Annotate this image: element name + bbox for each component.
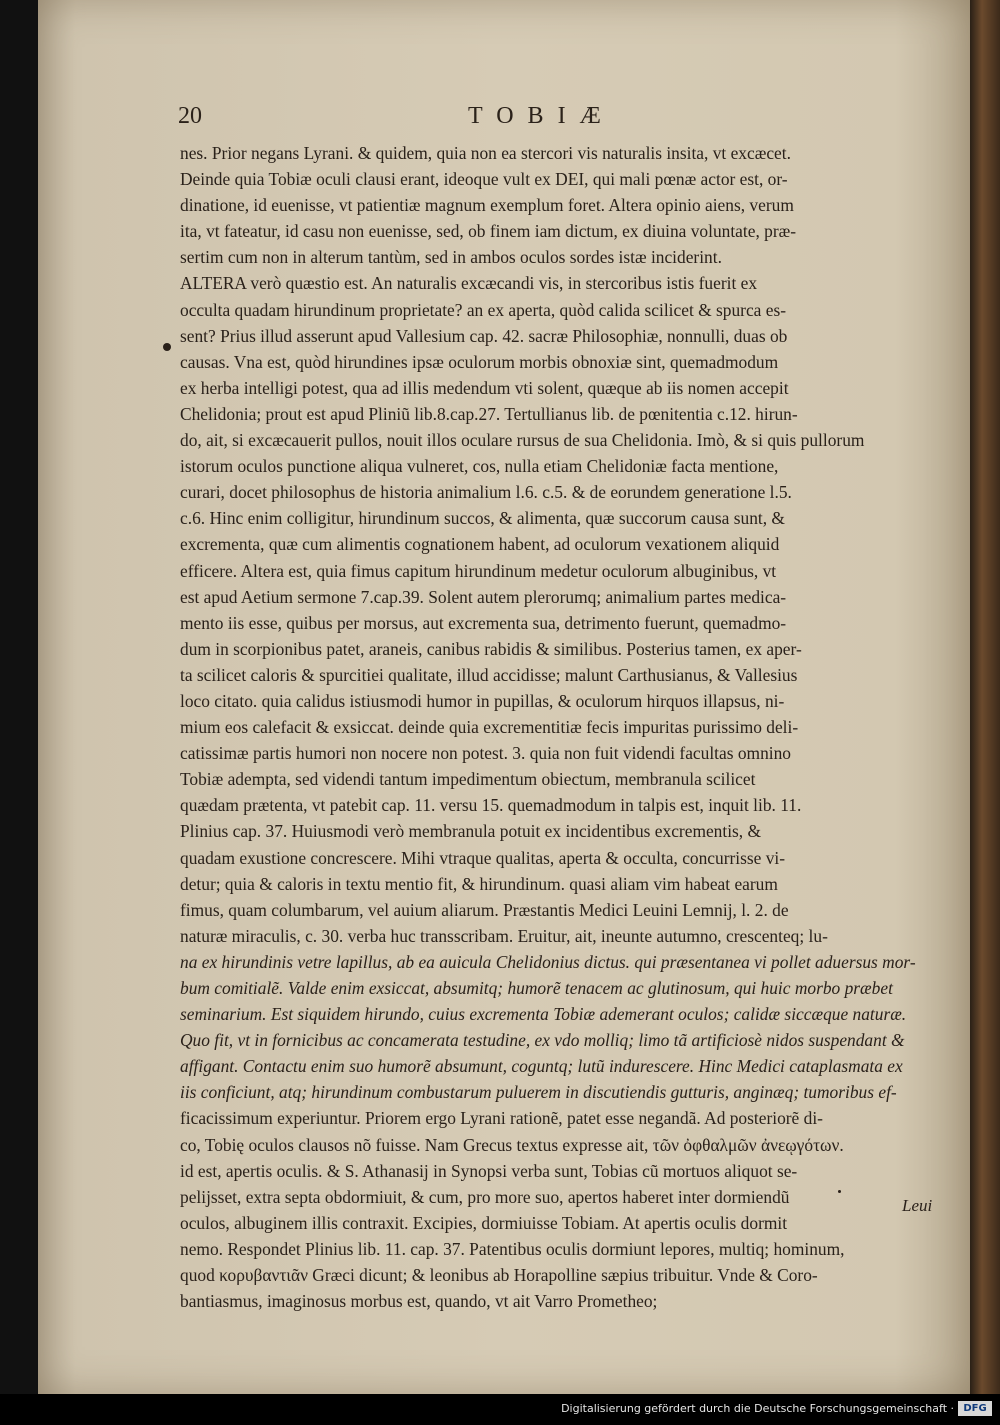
text-line: est apud Aetium sermone 7.cap.39. Solent autem plerorumq; animalium partes medica-	[180, 586, 787, 607]
text-body	[180, 140, 945, 1314]
text-line: quod κορυβαντιᾶν Græci dicunt; & leonibus ab Horapolline sæpius tribuitur. Vnde & Coro-	[180, 1265, 818, 1286]
text-line: sertim cum non in alterum tantùm, sed in ambos oculos sordes istæ inciderint.	[180, 247, 722, 268]
footer-credit: Digitalisierung gefördert durch die Deutsche Forschungsgemeinschaft ·	[561, 1402, 954, 1415]
catchword: Leui	[902, 1196, 933, 1215]
page-number: 20	[178, 103, 202, 129]
text-line: nes. Prior negans Lyrani. & quidem, quia non ea stercori vis naturalis insita, vt excæcet.	[180, 143, 791, 163]
running-title: TOBIÆ	[468, 103, 615, 129]
text-line: Chelidonia; prout est apud Pliniũ lib.8.cap.27. Tertullianus lib. de pœnitentia c.12. hirun-	[180, 403, 798, 424]
text-line: Plinius cap. 37. Huiusmodi verò membranula potuit ex incidentibus excrementis, &	[180, 821, 762, 842]
text-line: iis conficiunt, atq; hirundinum combustarum puluerem in discutiendis gutturis, anginæq; tumoribus ef-	[180, 1082, 897, 1103]
text-line: do, ait, si excæcauerit pullos, nouit illos oculare rursus de sua Chelidonia. Imò, & si quis pullorum	[180, 430, 865, 451]
text-line: ex herba intelligi potest, qua ad illis medendum vti solent, quæque ab iis nomen accepit	[180, 377, 789, 398]
text-line: dinatione, id euenisse, vt patientiæ magnum exemplum foret. Altera opinio aiens, verum	[180, 195, 794, 216]
text-line: catissimæ partis humori non nocere non potest. 3. quia non fuit videndi facultas omnino	[180, 743, 791, 764]
text-line: ALTERA verò quæstio est. An naturalis excæcandi vis, in stercoribus istis fuerit ex	[180, 273, 758, 294]
text-line: c.6. Hinc enim colligitur, hirundinum succos, & alimenta, quæ succorum causa sunt, &	[180, 508, 785, 529]
text-line: seminarium. Est siquidem hirundo, cuius excrementa Tobiæ ademerant oculos; calidæ siccæque naturæ.	[180, 1004, 907, 1025]
text-line: causas. Vna est, quòd hirundines ipsæ oculorum morbis obnoxiæ sint, quemadmodum	[180, 351, 779, 372]
text-line: naturæ miraculis, c. 30. verba huc transscribam. Eruitur, ait, ineunte autumno, crescenteq; lu-	[180, 925, 828, 946]
text-line: quædam prætenta, vt patebit cap. 11. versu 15. quemadmodum in talpis est, inquit lib. 11.	[180, 795, 802, 816]
text-line: na ex hirundinis vetre lapillus, ab ea auicula Chelidonius dictus. qui præsentanea vi pollet aduersus mor-	[180, 951, 916, 972]
text-line: Deinde quia Tobiæ oculi clausi erant, ideoque vult ex DEI, qui mali pœnæ actor est, or-	[180, 169, 788, 190]
text-line: istorum oculos punctione aliqua vulneret, cos, nulla etiam Chelidoniæ facta mentione,	[180, 456, 779, 477]
page-header	[0, 103, 1000, 143]
digitization-footer	[0, 1394, 1000, 1425]
text-line: mento iis esse, quibus per morsus, aut excrementa sua, detrimento fuerunt, quemadmo-	[180, 612, 787, 633]
text-line: oculos, albuginem illis contraxit. Excipies, dormiuisse Tobiam. At apertis oculis dormit	[180, 1212, 788, 1233]
text-line: efficere. Altera est, quia fimus capitum hirundinum medetur oculorum albuginibus, vt	[180, 560, 777, 581]
text-line: Tobiæ adempta, sed videndi tantum impedimentum obiectum, membranula scilicet	[180, 769, 756, 790]
margin-mark	[163, 343, 171, 351]
text-line: bantiasmus, imaginosus morbus est, quando, vt ait Varro Prometheo;	[180, 1291, 658, 1312]
text-line: co, Tobię oculos clausos nõ fuisse. Nam Grecus textus expresse ait, τῶν ὀφθαλμῶν ἀνεῳγότων.	[180, 1134, 844, 1155]
text-line: bum comitialẽ. Valde enim exsiccat, absumitq; humorẽ tenacem ac glutinosum, qui huic morbo præbet	[180, 978, 893, 998]
text-line: loco citato. quia calidus istiusmodi humor in pupillas, & oculorum hirquos illapsus, ni-	[180, 690, 785, 711]
text-line: curari, docet philosophus de historia animalium l.6. c.5. & de eorundem generatione l.5.	[180, 482, 792, 503]
text-line: nemo. Respondet Plinius lib. 11. cap. 37. Patentibus oculis dormiunt lepores, multiq; hominum,	[180, 1238, 845, 1259]
text-line: ita, vt fateatur, id casu non euenisse, sed, ob finem iam dictum, ex diuina voluntate, præ-	[180, 221, 797, 242]
text-line: id est, apertis oculis. & S. Athanasij in Synopsi verba sunt, Tobias cũ mortuos aliquot se-	[180, 1160, 798, 1181]
text-line: quadam exustione concrescere. Mihi vtraque qualitas, aperta & occulta, concurrisse vi-	[180, 847, 786, 868]
text-line: affigant. Contactu enim suo humorẽ absumunt, coguntq; lutũ indurescere. Hinc Medici cataplasmata ex	[180, 1056, 903, 1077]
text-line: fimus, quam columbarum, vel auium aliarum. Præstantis Medici Leuini Lemnij, l. 2. de	[180, 899, 789, 920]
text-line: dum in scorpionibus patet, araneis, canibus rabidis & similibus. Posterius tamen, ex aper-	[180, 638, 802, 659]
dfg-logo-icon: DFG	[958, 1401, 992, 1416]
text-line: Quo fit, vt in fornicibus ac concamerata testudine, ex vdo molliq; limo tã artificiosè nidos suspendant &	[180, 1030, 905, 1051]
text-line: ta scilicet caloris & spurcitiei qualitate, illud accidisse; malunt Carthusianus, & Vallesius	[180, 664, 798, 685]
text-line: excrementa, quæ cum alimentis cognationem habent, ad oculorum vexationem aliquid	[180, 534, 780, 555]
text-line: occulta quadam hirundinum proprietate? an ex aperta, quòd calida scilicet & spurca es-	[180, 299, 787, 320]
text-line: sent? Prius illud asserunt apud Vallesium cap. 42. sacræ Philosophiæ, nonnulli, duas ob	[180, 325, 788, 346]
text-line: pelijsset, extra septa obdormiuit, & cum, pro more suo, apertos haberet inter dormiendũ	[180, 1186, 790, 1207]
text-line: detur; quia & caloris in textu mentio fit, & hirundinum. quasi aliam vim habeat earum	[180, 873, 778, 894]
text-line: mium eos calefacit & exsiccat. deinde quia excrementitiæ fecis impuritas purissimo deli-	[180, 717, 799, 738]
book-edge	[970, 0, 1000, 1394]
text-line: ficacissimum experiuntur. Priorem ergo Lyrani rationẽ, patet esse negandã. Ad posteriorẽ di-	[180, 1108, 823, 1129]
